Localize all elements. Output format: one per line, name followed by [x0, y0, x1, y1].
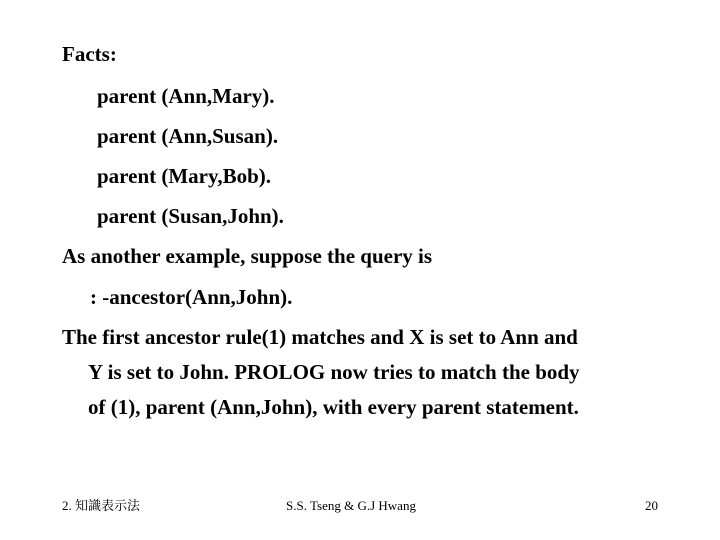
explanation-line: Y is set to John. PROLOG now tries to match the body [88, 360, 580, 384]
explanation-line: of (1), parent (Ann,John), with every parent statement. [88, 395, 579, 419]
footer-authors: S.S. Tseng & G.J Hwang [286, 498, 416, 513]
query-line: : -ancestor(Ann,John). [90, 285, 293, 309]
intro-sentence: As another example, suppose the query is [62, 244, 433, 268]
footer-page-number: 20 [645, 498, 658, 513]
facts-heading: Facts: [62, 42, 117, 66]
fact-line: parent (Susan,John). [97, 204, 284, 228]
footer-chapter: 2. 知識表示法 [62, 498, 141, 513]
fact-line: parent (Ann,Mary). [97, 84, 275, 108]
explanation-line: The first ancestor rule(1) matches and X is set to Ann and [62, 325, 578, 349]
fact-line: parent (Ann,Susan). [97, 124, 279, 148]
fact-line: parent (Mary,Bob). [97, 164, 272, 188]
